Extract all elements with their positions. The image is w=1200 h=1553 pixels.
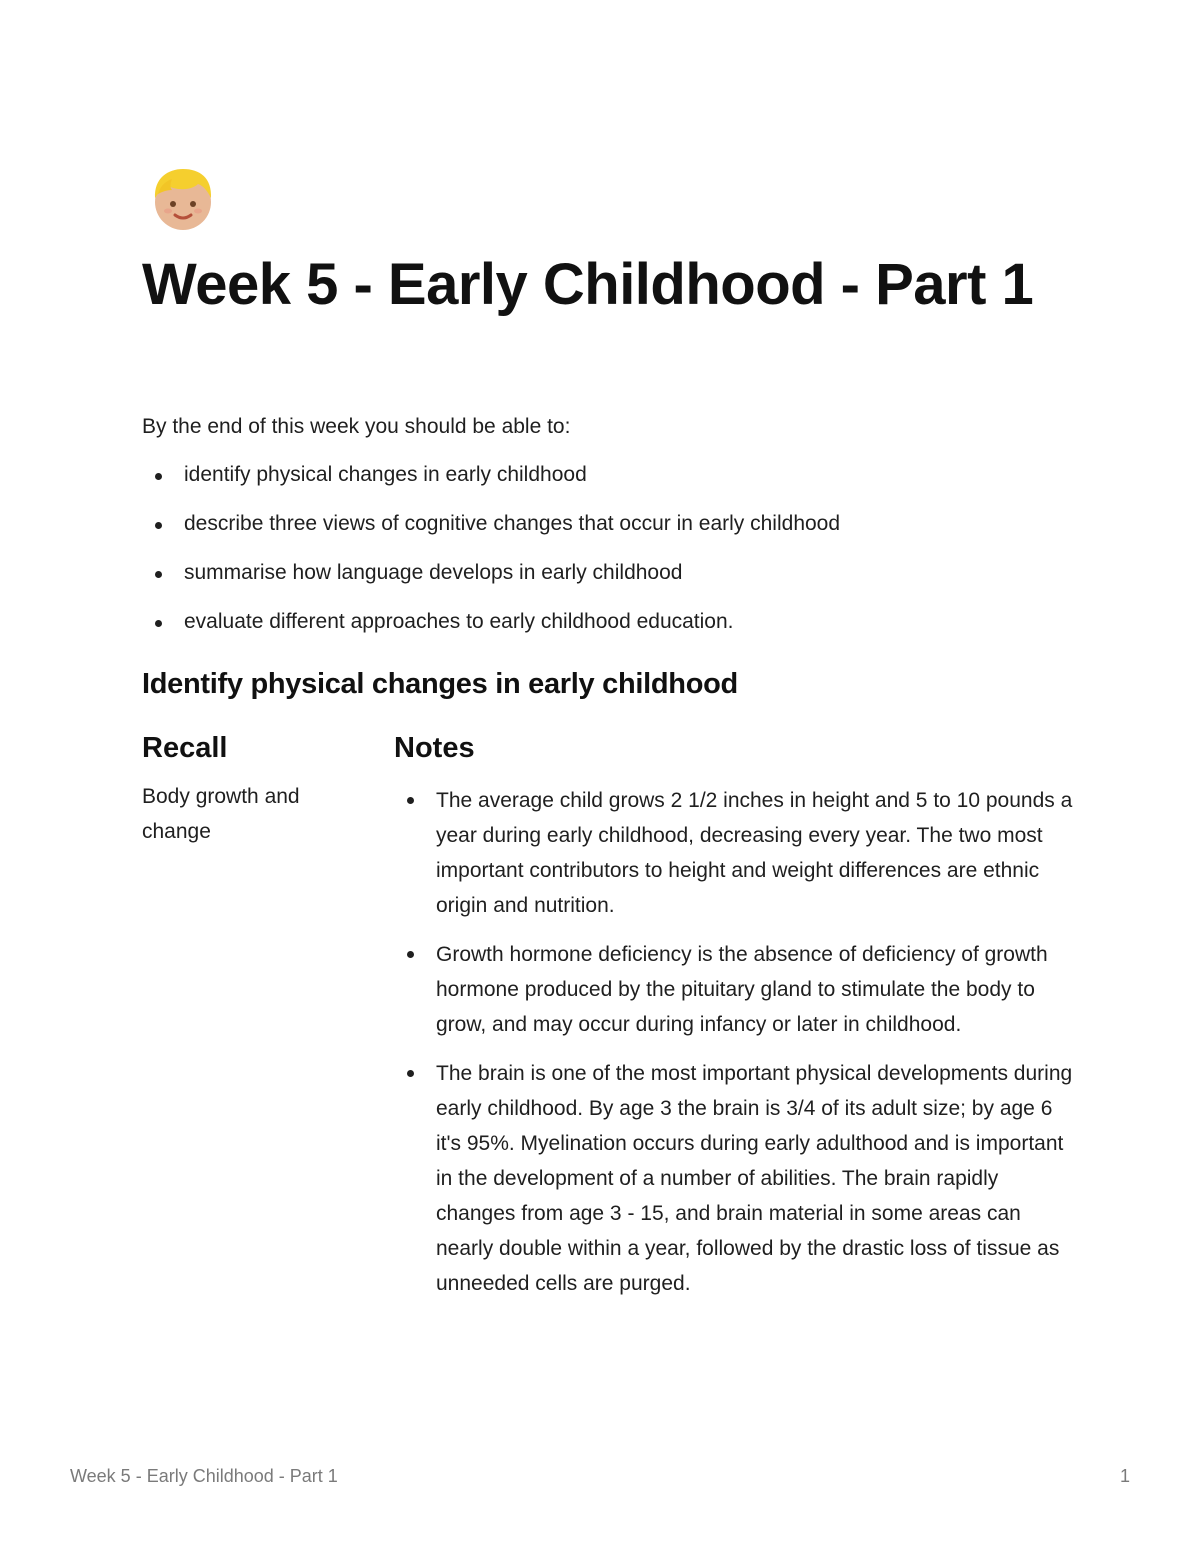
note-text: Growth hormone deficiency is the absence of deficiency of growth hormone produced by the pituitary gland to stimulate the body to grow, and may occur during infancy or later in childhood. [436,943,1048,1036]
list-item [142,558,1072,588]
section-heading: Identify physical changes in early childhood [142,668,738,700]
footer-title: Week 5 - Early Childhood - Part 1 [70,1466,338,1486]
child-face-emoji-icon [148,164,218,234]
page-title: Week 5 - Early Childhood - Part 1 [142,252,1034,317]
list-item [142,460,1072,490]
note-text: The brain is one of the most important physical developments during early childhood. By age 3 the brain is 3/4 of its adult size; by age 6 it's 95%. Myelination occurs during early adulthood and is important in the development of a number of abilities. The brain rapidly changes from age 3 - 15, and brain material in some areas can nearly double within a year, followed by the drastic loss of tissue as unneeded cells are purged. [436,1062,1073,1295]
notes-heading: Notes [394,732,475,764]
bullet-icon [155,620,162,627]
list-item [394,783,1074,923]
note-text: The average child grows 2 1/2 inches in height and 5 to 10 pounds a year during early childhood, decreasing every year. The two most important contributors to height and weight differences are ethnic origin and nutrition. [436,789,1073,917]
intro-text: By the end of this week you should be able to: [142,415,571,438]
bullet-icon [407,951,414,958]
objective-text: identify physical changes in early childhood [184,463,587,486]
objective-text: describe three views of cognitive changes that occur in early childhood [184,512,841,535]
footer-page-number: 1 [1120,1466,1131,1486]
notes-list [394,783,1074,1315]
list-item [142,607,1072,637]
objectives-list [142,460,1072,656]
list-item [394,1056,1074,1301]
bullet-icon [155,473,162,480]
bullet-icon [155,571,162,578]
bullet-icon [407,1070,414,1077]
bullet-icon [155,522,162,529]
objective-text: summarise how language develops in early childhood [184,561,683,584]
list-item [394,937,1074,1042]
objective-text: evaluate different approaches to early childhood education. [184,610,734,633]
recall-text: Body growth and change [142,785,300,843]
list-item [142,509,1072,539]
bullet-icon [407,797,414,804]
recall-heading: Recall [142,732,228,764]
